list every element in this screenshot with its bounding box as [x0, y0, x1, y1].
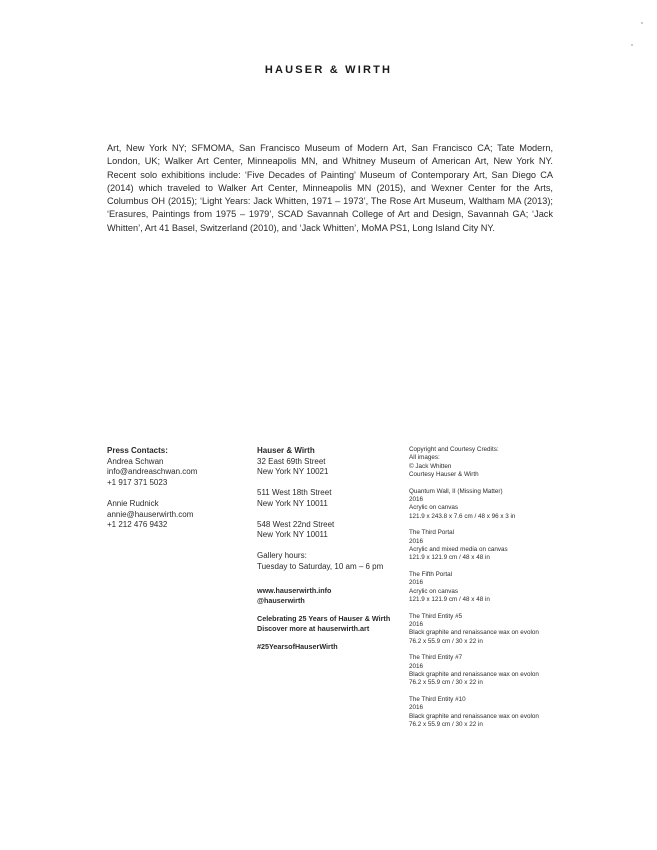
- address-street: 511 West 18th Street: [257, 488, 332, 498]
- artwork-credit: [409, 488, 589, 522]
- address-street: 32 East 69th Street: [257, 456, 326, 466]
- work-year: 2016: [409, 496, 424, 504]
- work-size: 76.2 x 55.9 cm / 30 x 22 in: [409, 637, 483, 645]
- work-year: 2016: [409, 537, 424, 545]
- work-year: 2016: [409, 662, 424, 670]
- work-medium: Black graphite and renaissance wax on evolon: [409, 712, 539, 720]
- logo: HAUSER & WIRTH: [264, 64, 393, 76]
- credit-line: © Jack Whitten: [409, 462, 452, 470]
- gallery-name: Hauser & Wirth: [257, 446, 315, 455]
- artwork-credit: [409, 571, 589, 605]
- work-title: The Third Portal: [409, 529, 455, 537]
- address-city: New York NY 10021: [257, 467, 329, 477]
- contact-name: Andrea Schwan: [107, 456, 164, 466]
- work-title: The Third Entity #10: [409, 695, 466, 703]
- website-link[interactable]: www.hauserwirth.info: [257, 586, 332, 596]
- address-street: 548 West 22nd Street: [257, 519, 335, 529]
- press-contacts: [107, 446, 247, 531]
- work-size: 76.2 x 55.9 cm / 30 x 22 in: [409, 679, 483, 687]
- work-title: The Third Entity #5: [409, 612, 463, 620]
- social-handle[interactable]: @hauserwirth: [257, 596, 305, 606]
- contact-phone: +1 212 476 9432: [107, 520, 168, 530]
- work-year: 2016: [409, 579, 424, 587]
- artwork-credit: [409, 613, 589, 647]
- work-size: 121.9 x 243.8 x 7.6 cm / 48 x 96 x 3 in: [409, 512, 516, 520]
- gallery-info: [257, 446, 402, 652]
- work-title: The Third Entity #7: [409, 654, 463, 662]
- work-medium: Acrylic on canvas: [409, 587, 458, 595]
- contact-email[interactable]: info@andreaschwan.com: [107, 467, 198, 477]
- credit-line: Courtesy Hauser & Wirth: [409, 471, 479, 479]
- contact-name: Annie Rudnick: [107, 498, 159, 508]
- artwork-credit: [409, 654, 589, 688]
- celebrating-text: Celebrating 25 Years of Hauser & Wirth: [257, 614, 391, 624]
- contact-phone: +1 917 371 5023: [107, 478, 168, 488]
- credit-line: All images:: [409, 454, 440, 462]
- work-medium: Acrylic and mixed media on canvas: [409, 546, 508, 554]
- address-city: New York NY 10011: [257, 530, 328, 540]
- discover-text: Discover more at hauserwirth.art: [257, 624, 370, 634]
- hashtag: #25YearsofHauserWirth: [257, 642, 338, 652]
- body-paragraph: Art, New York NY; SFMOMA, San Francisco Museum of Modern Art, San Francisco CA; Tate Modern, London, UK; Walker Art Center, Minneapolis MN, and Whitney Museum of American Art, New York NY. Recent solo exhibitions include: ‘Five Decades of Painting’ Museum of Contemporary Art, San Diego CA (2014) which traveled to Walker Art Center, Minneapolis MN (2015), and Wexner Center for the Arts, Columbus OH (2015); ‘Light Years: Jack Whitten, 1971 – 1973’, The Rose Art Museum, Waltham MA (2013); ‘Erasures, Paintings from 1975 – 1979’, SCAD Savannah College of Art and Design, Savannah GA; ‘Jack Whitten’, Art 41 Basel, Switzerland (2010), and ‘Jack Whitten’, MoMA PS1, Long Island City NY.: [107, 143, 553, 233]
- work-title: Quantum Wall, II (Missing Matter): [409, 487, 503, 495]
- credits: [409, 446, 589, 737]
- work-year: 2016: [409, 704, 424, 712]
- press-heading: Press Contacts:: [107, 446, 168, 455]
- work-medium: Black graphite and renaissance wax on evolon: [409, 629, 539, 637]
- work-year: 2016: [409, 620, 424, 628]
- work-size: 121.9 x 121.9 cm / 48 x 48 in: [409, 554, 490, 562]
- hours-value: Tuesday to Saturday, 10 am – 6 pm: [257, 561, 384, 571]
- scan-speck: [631, 44, 633, 46]
- work-size: 76.2 x 55.9 cm / 30 x 22 in: [409, 720, 483, 728]
- address-city: New York NY 10011: [257, 498, 328, 508]
- artwork-credit: [409, 529, 589, 563]
- work-size: 121.9 x 121.9 cm / 48 x 48 in: [409, 596, 490, 604]
- work-title: The Fifth Portal: [409, 570, 453, 578]
- hours-label: Gallery hours:: [257, 550, 307, 560]
- artwork-credit: [409, 696, 589, 730]
- all-images-credit: [409, 454, 589, 479]
- work-medium: Black graphite and renaissance wax on evolon: [409, 670, 539, 678]
- credits-heading: Copyright and Courtesy Credits:: [409, 446, 499, 453]
- contact-email[interactable]: annie@hauserwirth.com: [107, 509, 194, 519]
- work-medium: Acrylic on canvas: [409, 504, 458, 512]
- scan-speck: [641, 22, 643, 24]
